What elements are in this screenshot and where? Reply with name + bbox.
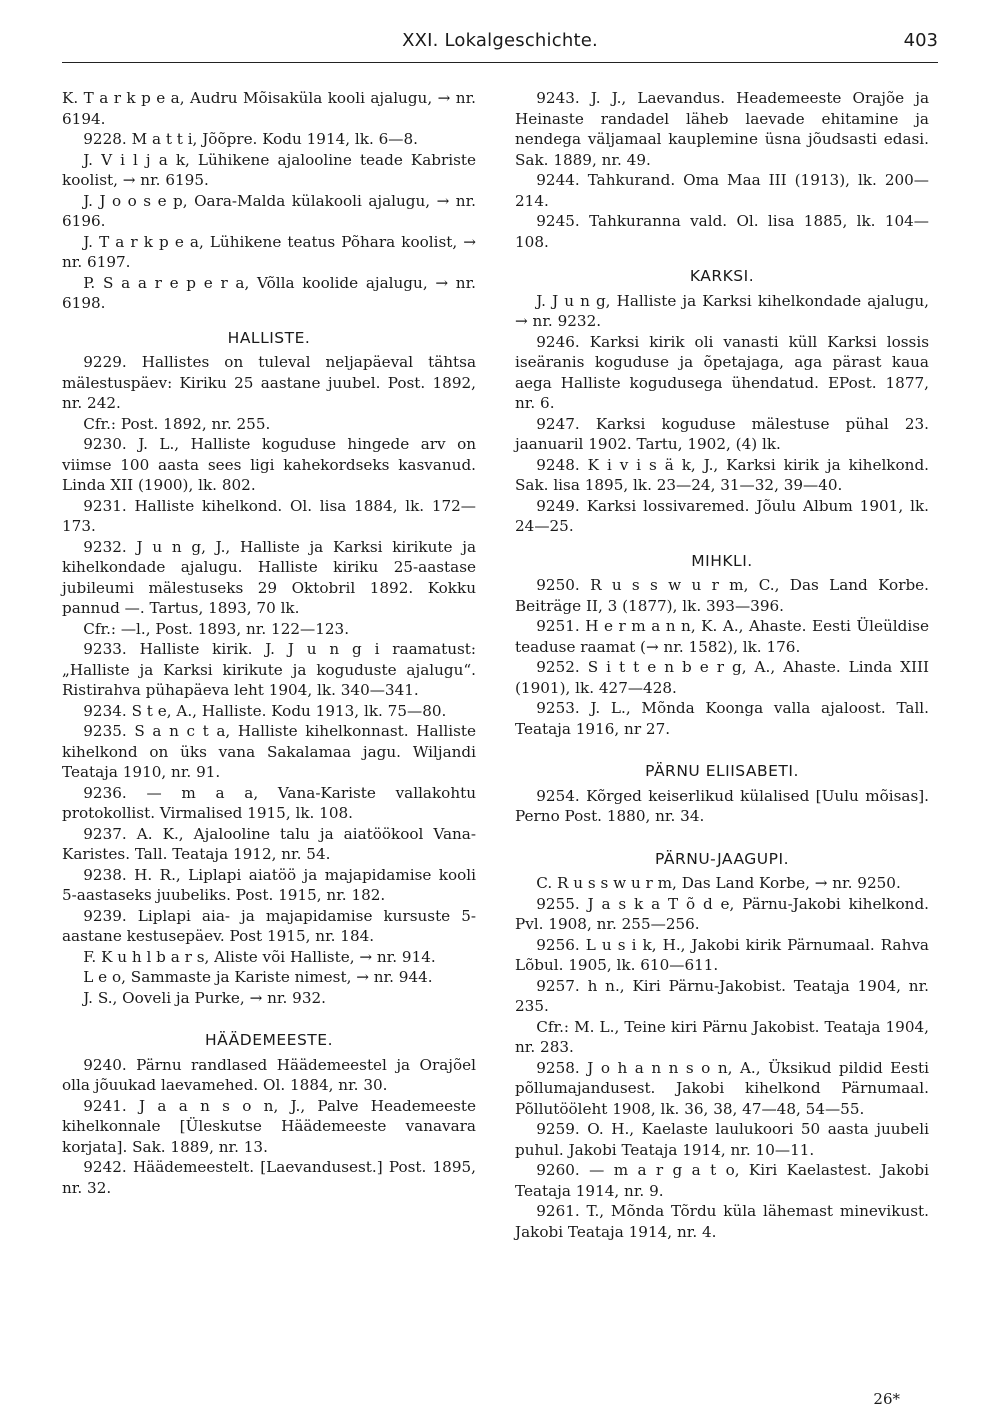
- bibliography-entry: C. R u s s w u r m, Das Land Korbe, → nr. 9250.: [536, 874, 901, 892]
- chapter-title: XXI. Lokalgeschichte.: [402, 30, 598, 51]
- bibliography-entry: 9236. — m a a, Vana-Kariste vallakohtu protokollist. Virmalised 1915, lk. 108.: [62, 783, 476, 822]
- header-rule: [62, 62, 938, 63]
- bibliography-entry: 9260. — m a r g a t o, Kiri Kaelastest. Jakobi Teataja 1914, nr. 9.: [515, 1161, 929, 1200]
- bibliography-entry: 9241. J a a n s o n, J., Palve Heademeeste kihelkonnale [Üleskutse Häädemeeste vanavara korjata]. Sak. 1889, nr. 13.: [62, 1096, 476, 1156]
- bibliography-entry: 9245. Tahkuranna vald. Ol. lisa 1885, lk. 104—108.: [515, 212, 929, 251]
- bibliography-entry: 9228. M a t t i, Jõõpre. Kodu 1914, lk. 6—8.: [83, 130, 418, 148]
- bibliography-entry: 9257. h n., Kiri Pärnu-Jakobist. Teataja 1904, nr. 235.: [515, 976, 929, 1015]
- bibliography-entry: 9253. J. L., Mõnda Koonga valla ajaloost. Tall. Teataja 1916, nr 27.: [515, 699, 929, 738]
- bibliography-entry: 9239. Liplapi aia- ja majapidamise kursuste 5-aastane kestusepäev. Post 1915, nr. 184.: [62, 906, 476, 945]
- bibliography-entry: 9258. J o h a n n s o n, A., Üksikud pildid Eesti põllumajandusest. Jakobi kihelkond Pärnumaal. Põllutööleht 1908, lk. 36, 38, 47—48, 54—55.: [515, 1058, 929, 1118]
- bibliography-entry: 9256. L u s i k, H., Jakobi kirik Pärnumaal. Rahva Lõbul. 1905, lk. 610—611.: [515, 935, 929, 974]
- running-header: [62, 30, 938, 60]
- bibliography-entry: J. J u n g, Halliste ja Karksi kihelkondade ajalugu, → nr. 9232.: [515, 291, 929, 330]
- bibliography-entry: 9259. O. H., Kaelaste laulukoori 50 aasta juubeli puhul. Jakobi Teataja 1914, nr. 10—11.: [515, 1120, 929, 1159]
- bibliography-entry: 9242. Häädemeestelt. [Laevandusest.] Post. 1895, nr. 32.: [62, 1158, 476, 1197]
- bibliography-entry: 9248. K i v i s ä k, J., Karksi kirik ja kihelkond. Sak. lisa 1895, lk. 23—24, 31—32, 39—40.: [515, 455, 929, 494]
- bibliography-entry: 9231. Halliste kihelkond. Ol. lisa 1884, lk. 172—173.: [62, 496, 476, 535]
- bibliography-entry: F. K u h l b a r s, Aliste või Halliste, → nr. 914.: [83, 947, 436, 966]
- bibliography-entry: 9255. J a s k a T õ d e, Pärnu-Jakobi kihelkond. Pvl. 1908, nr. 255—256.: [515, 894, 929, 933]
- section-heading: KARKSI.: [689, 267, 755, 285]
- section-heading: HÄÄDEMEESTE.: [204, 1031, 333, 1049]
- bibliography-entry: 9261. T., Mõnda Tõrdu küla lähemast minevikust. Jakobi Teataja 1914, nr. 4.: [515, 1202, 929, 1241]
- bibliography-entry: 9237. A. K., Ajalooline talu ja aiatöökool Vana-Karistes. Tall. Teataja 1912, nr. 54.: [62, 824, 476, 863]
- bibliography-entry: J. S., Ooveli ja Purke, → nr. 932.: [83, 988, 326, 1007]
- bibliography-entry: 9233. Halliste kirik. J. J u n g i raamatust: „Halliste ja Karksi kirikute ja koguduste ajalugu“. Ristirahva pühapäeva leht 1904, lk. 340—341.: [62, 640, 476, 699]
- signature-mark: 26*: [873, 1390, 900, 1408]
- bibliography-entry: 9254. Kõrged keiserlikud külalised [Uulu mõisas]. Perno Post. 1880, nr. 34.: [515, 786, 929, 825]
- bibliography-entry: J. V i l j a k, Lühikene ajalooline teade Kabriste koolist, → nr. 6195.: [62, 150, 476, 189]
- bibliography-entry: 9252. S i t t e n b e r g, A., Ahaste. Linda XIII (1901), lk. 427—428.: [515, 658, 929, 697]
- bibliography-entry: 9251. H e r m a n n, K. A., Ahaste. Eesti Üleüldise teaduse raamat (→ nr. 1582), lk. 176.: [515, 617, 929, 656]
- bibliography-entry: 9243. J. J., Laevandus. Heademeeste Orajõe ja Heinaste randadel läheb laevade ehitamine ja nendega väljamaal kauplemine üsna jõudsasti edasi. Sak. 1889, nr. 49.: [515, 89, 929, 169]
- left-column: [62, 88, 476, 1198]
- bibliography-entry: 9246. Karksi kirik oli vanasti küll Karksi lossis iseäranis koguduse ja õpetajaga, aga pärast kaua aega Halliste kogudusega ühendatud. EPost. 1877, nr. 6.: [515, 332, 929, 412]
- bibliography-entry: Cfr.: M. L., Teine kiri Pärnu Jakobist. Teataja 1904, nr. 283.: [515, 1017, 929, 1056]
- section-heading: MIHKLI.: [691, 551, 753, 570]
- bibliography-entry: 9235. S a n c t a, Halliste kihelkonnast. Halliste kihelkond on üks vana Sakalamaa jagu. Wiljandi Teataja 1910, nr. 91.: [62, 722, 476, 781]
- bibliography-entry: 9240. Pärnu randlased Häädemeestel ja Orajõel olla jõuukad laevamehed. Ol. 1884, nr. 30.: [62, 1055, 476, 1094]
- bibliography-entry: J. J o o s e p, Oara-Malda külakooli ajalugu, → nr. 6196.: [62, 191, 476, 230]
- bibliography-entry: 9250. R u s s w u r m, C., Das Land Korbe. Beiträge II, 3 (1877), lk. 393—396.: [515, 576, 929, 615]
- right-column: [515, 88, 929, 1242]
- bibliography-entry: Cfr.: Post. 1892, nr. 255.: [83, 414, 271, 433]
- bibliography-entry: K. T a r k p e a, Audru Mõisaküla kooli ajalugu, → nr. 6194.: [62, 89, 476, 128]
- page-number: 403: [903, 30, 938, 51]
- bibliography-entry: 9230. J. L., Halliste koguduse hingede arv on viimse 100 aasta sees ligi kahekordseks kasvanud. Linda XII (1900), lk. 802.: [62, 435, 476, 494]
- bibliography-entry: 9238. H. R., Liplapi aiatöö ja majapidamise kooli 5-aastaseks juubeliks. Post. 1915, nr. 182.: [62, 865, 476, 904]
- section-heading: HALLISTE.: [227, 328, 311, 347]
- section-heading: PÄRNU ELIISABETI.: [645, 762, 799, 780]
- bibliography-entry: 9232. J u n g, J., Halliste ja Karksi kirikute ja kihelkondade ajalugu. Halliste kiriku 25-aastase jubileumi mälestuseks 29 Oktobril 1892. Kokku pannud —. Tartus, 1893, 70 lk.: [62, 537, 476, 617]
- bibliography-entry: 9249. Karksi lossivaremed. Jõulu Album 1901, lk. 24—25.: [515, 496, 929, 535]
- bibliography-entry: 9244. Tahkurand. Oma Maa III (1913), lk. 200—214.: [515, 171, 929, 210]
- bibliography-entry: L e o, Sammaste ja Kariste nimest, → nr. 944.: [83, 968, 433, 986]
- bibliography-entry: 9234. S t e, A., Halliste. Kodu 1913, lk. 75—80.: [83, 701, 447, 720]
- bibliography-entry: 9247. Karksi koguduse mälestuse pühal 23. jaanuaril 1902. Tartu, 1902, (4) lk.: [515, 414, 929, 453]
- bibliography-entry: 9229. Hallistes on tuleval neljapäeval tähtsa mälestuspäev: Kiriku 25 aastane juubel. Post. 1892, nr. 242.: [62, 353, 476, 412]
- bibliography-entry: J. T a r k p e a, Lühikene teatus Põhara koolist, → nr. 6197.: [62, 232, 476, 271]
- bibliography-entry: Cfr.: —l., Post. 1893, nr. 122—123.: [83, 619, 350, 638]
- section-heading: PÄRNU-JAAGUPI.: [655, 849, 789, 868]
- bibliography-entry: P. S a a r e p e r a, Võlla koolide ajalugu, → nr. 6198.: [62, 273, 476, 312]
